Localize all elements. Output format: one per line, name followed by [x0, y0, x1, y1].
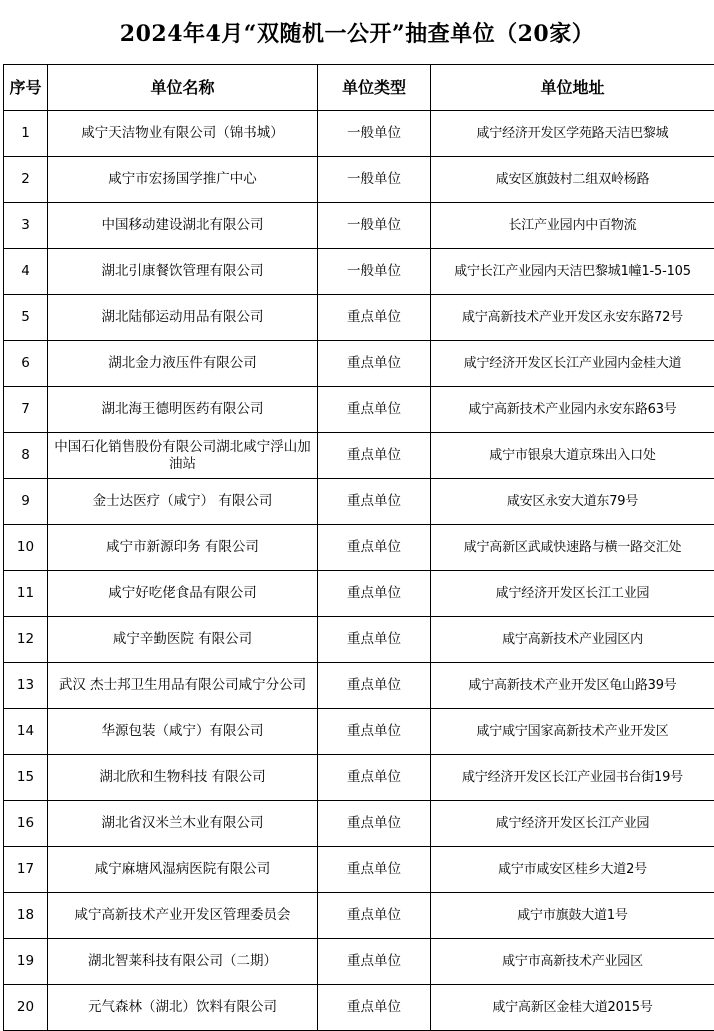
cell-serial-number: 13 [4, 663, 48, 709]
cell-serial-number: 1 [4, 111, 48, 157]
cell-unit-address: 咸宁长江产业园内天洁巴黎城1幢1-5-105 [431, 249, 714, 295]
cell-unit-address: 咸宁经济开发区长江产业园书台街19号 [431, 755, 714, 801]
header-unit-name: 单位名称 [48, 65, 318, 111]
cell-unit-address: 咸宁高新技术产业园内永安东路63号 [431, 387, 714, 433]
cell-serial-number: 9 [4, 479, 48, 525]
cell-unit-address: 咸宁经济开发区学苑路天洁巴黎城 [431, 111, 714, 157]
table-row [4, 617, 714, 663]
cell-unit-type: 重点单位 [318, 571, 431, 617]
table-row [4, 939, 714, 985]
cell-unit-name: 咸宁好吃佬食品有限公司 [48, 571, 318, 617]
cell-serial-number: 20 [4, 985, 48, 1031]
cell-unit-name: 咸宁麻塘风湿病医院有限公司 [48, 847, 318, 893]
table-row [4, 157, 714, 203]
table-row [4, 709, 714, 755]
table-row [4, 433, 714, 479]
table-row [4, 203, 714, 249]
cell-unit-address: 咸宁高新技术产业开发区龟山路39号 [431, 663, 714, 709]
cell-serial-number: 15 [4, 755, 48, 801]
header-unit-type: 单位类型 [318, 65, 431, 111]
cell-unit-type: 重点单位 [318, 801, 431, 847]
table-row [4, 111, 714, 157]
cell-serial-number: 18 [4, 893, 48, 939]
cell-unit-type: 重点单位 [318, 433, 431, 479]
cell-serial-number: 12 [4, 617, 48, 663]
table-row [4, 755, 714, 801]
cell-unit-name: 咸宁辛勤医院 有限公司 [48, 617, 318, 663]
cell-serial-number: 11 [4, 571, 48, 617]
cell-unit-address: 长江产业园内中百物流 [431, 203, 714, 249]
cell-serial-number: 3 [4, 203, 48, 249]
cell-unit-type: 重点单位 [318, 663, 431, 709]
cell-unit-address: 咸宁经济开发区长江产业园 [431, 801, 714, 847]
cell-unit-address: 咸宁咸宁国家高新技术产业开发区 [431, 709, 714, 755]
cell-serial-number: 17 [4, 847, 48, 893]
table-row [4, 479, 714, 525]
cell-unit-name: 中国移动建设湖北有限公司 [48, 203, 318, 249]
table-row [4, 387, 714, 433]
header-unit-address: 单位地址 [431, 65, 714, 111]
cell-unit-name: 咸宁天洁物业有限公司（锦书城） [48, 111, 318, 157]
table-row [4, 847, 714, 893]
cell-serial-number: 10 [4, 525, 48, 571]
cell-unit-name: 湖北省汉米兰木业有限公司 [48, 801, 318, 847]
cell-unit-name: 咸宁高新技术产业开发区管理委员会 [48, 893, 318, 939]
cell-unit-name: 华源包装（咸宁）有限公司 [48, 709, 318, 755]
cell-serial-number: 6 [4, 341, 48, 387]
cell-unit-type: 重点单位 [318, 341, 431, 387]
table-row [4, 571, 714, 617]
cell-unit-name: 湖北金力液压件有限公司 [48, 341, 318, 387]
cell-unit-name: 咸宁市新源印务 有限公司 [48, 525, 318, 571]
cell-unit-name: 武汉 杰士邦卫生用品有限公司咸宁分公司 [48, 663, 318, 709]
cell-serial-number: 2 [4, 157, 48, 203]
cell-unit-name: 金士达医疗（咸宁） 有限公司 [48, 479, 318, 525]
table-row [4, 341, 714, 387]
cell-unit-address: 咸宁市高新技术产业园区 [431, 939, 714, 985]
cell-unit-type: 重点单位 [318, 387, 431, 433]
cell-serial-number: 5 [4, 295, 48, 341]
cell-unit-address: 咸宁高新区武咸快速路与横一路交汇处 [431, 525, 714, 571]
cell-unit-address: 咸宁市旗鼓大道1号 [431, 893, 714, 939]
cell-unit-address: 咸宁高新技术产业开发区永安东路72号 [431, 295, 714, 341]
cell-unit-address: 咸宁经济开发区长江产业园内金桂大道 [431, 341, 714, 387]
cell-unit-name: 中国石化销售股份有限公司湖北咸宁浮山加油站 [48, 433, 318, 479]
cell-unit-name: 咸宁市宏扬国学推广中心 [48, 157, 318, 203]
cell-unit-address: 咸宁市银泉大道京珠出入口处 [431, 433, 714, 479]
cell-unit-type: 重点单位 [318, 295, 431, 341]
table-row [4, 249, 714, 295]
cell-unit-type: 重点单位 [318, 939, 431, 985]
cell-unit-type: 重点单位 [318, 847, 431, 893]
table-row [4, 893, 714, 939]
cell-serial-number: 4 [4, 249, 48, 295]
cell-unit-type: 重点单位 [318, 985, 431, 1031]
page-title: 2024年4月“双随机一公开”抽查单位（20家） [119, 20, 595, 47]
cell-unit-type: 一般单位 [318, 111, 431, 157]
table-header-row [4, 65, 714, 111]
cell-unit-name: 湖北海王德明医药有限公司 [48, 387, 318, 433]
cell-unit-address: 咸宁市咸安区桂乡大道2号 [431, 847, 714, 893]
cell-serial-number: 7 [4, 387, 48, 433]
cell-serial-number: 16 [4, 801, 48, 847]
cell-unit-address: 咸宁高新区金桂大道2015号 [431, 985, 714, 1031]
cell-unit-type: 重点单位 [318, 709, 431, 755]
table-row [4, 985, 714, 1031]
cell-unit-name: 湖北智莱科技有限公司（二期） [48, 939, 318, 985]
cell-unit-type: 重点单位 [318, 525, 431, 571]
cell-unit-type: 一般单位 [318, 203, 431, 249]
cell-unit-name: 湖北陆郁运动用品有限公司 [48, 295, 318, 341]
header-serial-number: 序号 [4, 65, 48, 111]
cell-unit-name: 湖北引康餐饮管理有限公司 [48, 249, 318, 295]
cell-unit-name: 湖北欣和生物科技 有限公司 [48, 755, 318, 801]
cell-serial-number: 19 [4, 939, 48, 985]
cell-serial-number: 8 [4, 433, 48, 479]
cell-unit-type: 一般单位 [318, 249, 431, 295]
cell-unit-name: 元气森林（湖北）饮料有限公司 [48, 985, 318, 1031]
cell-serial-number: 14 [4, 709, 48, 755]
table-row [4, 525, 714, 571]
cell-unit-type: 重点单位 [318, 755, 431, 801]
cell-unit-type: 重点单位 [318, 617, 431, 663]
cell-unit-address: 咸安区旗鼓村二组双岭杨路 [431, 157, 714, 203]
table-row [4, 801, 714, 847]
cell-unit-type: 重点单位 [318, 893, 431, 939]
inspection-table [3, 64, 714, 1031]
cell-unit-address: 咸宁经济开发区长江工业园 [431, 571, 714, 617]
cell-unit-address: 咸安区永安大道东79号 [431, 479, 714, 525]
cell-unit-address: 咸宁高新技术产业园区内 [431, 617, 714, 663]
cell-unit-type: 一般单位 [318, 157, 431, 203]
table-row [4, 295, 714, 341]
table-row [4, 663, 714, 709]
cell-unit-type: 重点单位 [318, 479, 431, 525]
